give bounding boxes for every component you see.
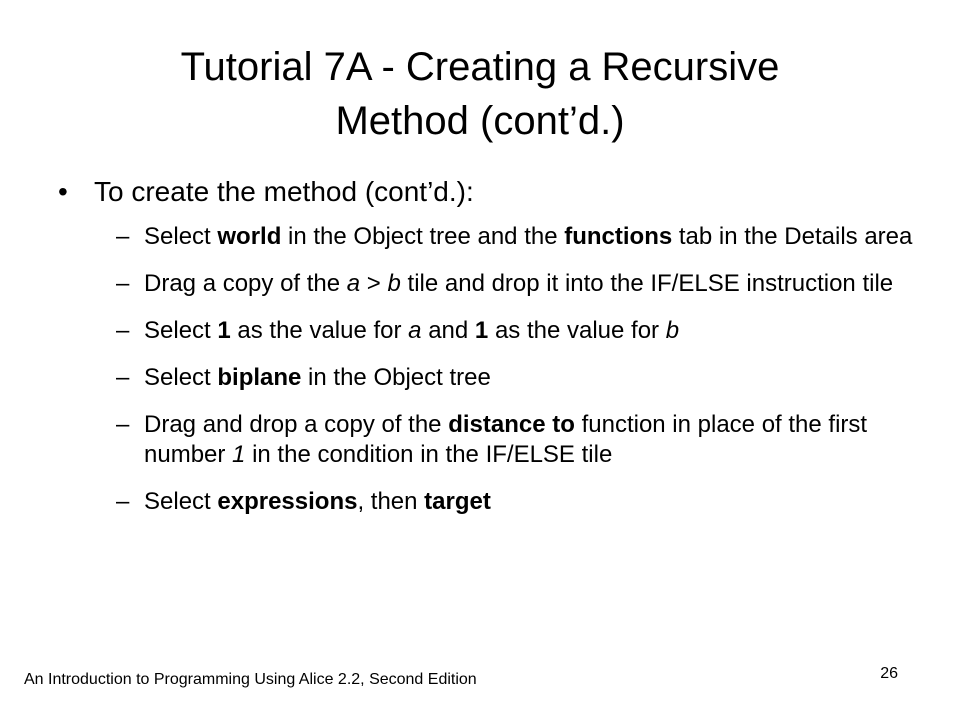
text-run: tab in the Details area <box>672 223 913 250</box>
italic-text: a <box>408 317 422 344</box>
sub-bullet-list <box>56 222 916 517</box>
text-run: in the condition in the IF/ELSE tile <box>245 441 613 468</box>
text-run: in the Object tree and the <box>281 223 565 250</box>
text-run: Select <box>144 317 218 344</box>
bold-text: target <box>424 488 491 515</box>
text-run: tile and drop it into the IF/ELSE instruction tile <box>400 270 894 297</box>
text-run: in the Object tree <box>301 364 491 391</box>
footer-book-title: An Introduction to Programming Using Alice 2.2, Second Edition <box>24 671 477 688</box>
slide-title-line-2: Method (cont’d.) <box>335 99 625 143</box>
dash-marker: – <box>116 317 130 344</box>
slide-content <box>56 172 916 534</box>
sub-bullet-item <box>116 410 916 470</box>
dash-marker: – <box>116 270 130 297</box>
text-run: > <box>360 270 388 297</box>
text-run: , then <box>357 488 425 515</box>
main-bullet <box>56 172 916 212</box>
italic-text: b <box>665 317 680 344</box>
sub-bullet-item <box>116 316 916 346</box>
bold-text: 1 <box>474 317 489 344</box>
slide-title <box>80 40 880 148</box>
sub-bullet-item <box>116 363 916 393</box>
text-run: function in place of the first number <box>144 411 868 468</box>
dash-marker: – <box>116 488 130 515</box>
text-run: as the value for <box>230 317 409 344</box>
italic-text: a <box>346 270 361 297</box>
slide-title-line-1: Tutorial 7A - Creating a Recursive <box>180 45 780 89</box>
footer-page-number: 26 <box>880 665 898 682</box>
bullet-marker: • <box>58 176 68 207</box>
italic-text: 1 <box>232 441 246 468</box>
text-run: Select <box>144 223 218 250</box>
bold-text: functions <box>564 223 673 250</box>
text-run: Drag a copy of the <box>144 270 347 297</box>
text-run: as the value for <box>488 317 666 344</box>
text-run: and <box>421 317 475 344</box>
sub-bullet-item <box>116 487 916 517</box>
bold-text: 1 <box>217 317 231 344</box>
sub-bullet-item <box>116 222 916 252</box>
text-run: Select <box>144 364 218 391</box>
bold-text: distance to <box>448 411 575 438</box>
sub-bullet-item <box>116 269 916 299</box>
bold-text: biplane <box>217 364 302 391</box>
bold-text: expressions <box>217 488 358 515</box>
dash-marker: – <box>116 411 130 438</box>
dash-marker: – <box>116 223 130 250</box>
text-run: Select <box>144 488 218 515</box>
main-bullet-text: To create the method (cont’d.): <box>94 176 474 207</box>
bold-text: world <box>217 223 282 250</box>
dash-marker: – <box>116 364 130 391</box>
text-run: Drag and drop a copy of the <box>144 411 449 438</box>
italic-text: b <box>387 270 401 297</box>
